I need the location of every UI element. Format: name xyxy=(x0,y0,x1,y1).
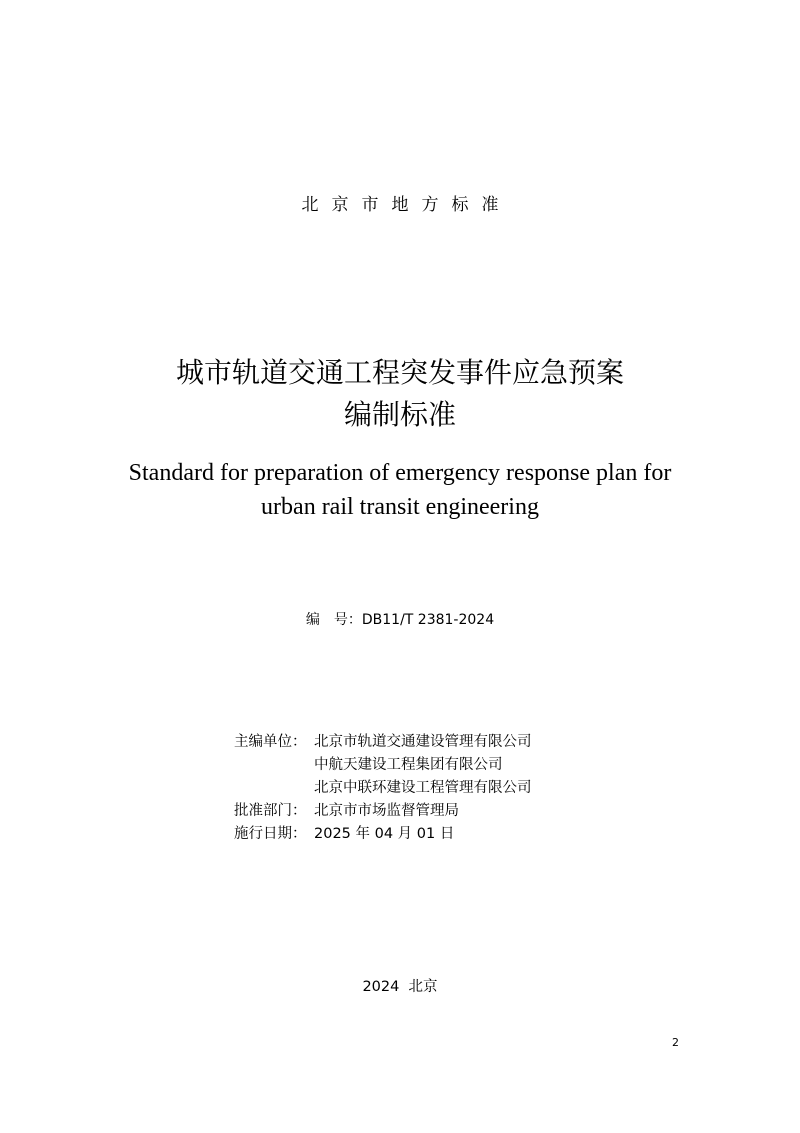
effective-date-value: 2025 年 04 月 01 日 xyxy=(314,826,455,842)
chinese-title-line-2: 编制标准 xyxy=(343,398,456,431)
editor-item: 中航天建设工程集团有限公司 xyxy=(314,757,503,773)
english-title xyxy=(0,456,800,524)
page-number: 2 xyxy=(672,1036,679,1049)
editor-label: 主编单位： xyxy=(234,734,307,750)
english-title-line-1: Standard for preparation of emergency response plan for xyxy=(128,460,672,486)
approver-label: 批准部门： xyxy=(234,803,307,819)
chinese-title xyxy=(0,352,800,436)
standard-number xyxy=(0,609,800,629)
publication-info xyxy=(234,731,654,846)
editor-row xyxy=(234,731,654,800)
standard-number-value: DB11/T 2381-2024 xyxy=(361,612,495,628)
chinese-title-line-1: 城市轨道交通工程突发事件应急预案 xyxy=(175,356,624,389)
issuing-authority: 北京市地方标准 xyxy=(301,195,512,215)
approver-value: 北京市市场监督管理局 xyxy=(314,803,459,819)
editor-item: 北京中联环建设工程管理有限公司 xyxy=(314,780,532,796)
year-and-place: 2024 北京 xyxy=(362,979,438,995)
approver-row xyxy=(234,800,654,823)
editor-list xyxy=(314,731,532,800)
english-title-line-2: urban rail transit engineering xyxy=(261,494,539,520)
editor-item: 北京市轨道交通建设管理有限公司 xyxy=(314,734,532,750)
effective-date-row xyxy=(234,823,654,846)
effective-date-label: 施行日期： xyxy=(234,826,307,842)
standard-number-label: 编 号： xyxy=(305,612,362,628)
